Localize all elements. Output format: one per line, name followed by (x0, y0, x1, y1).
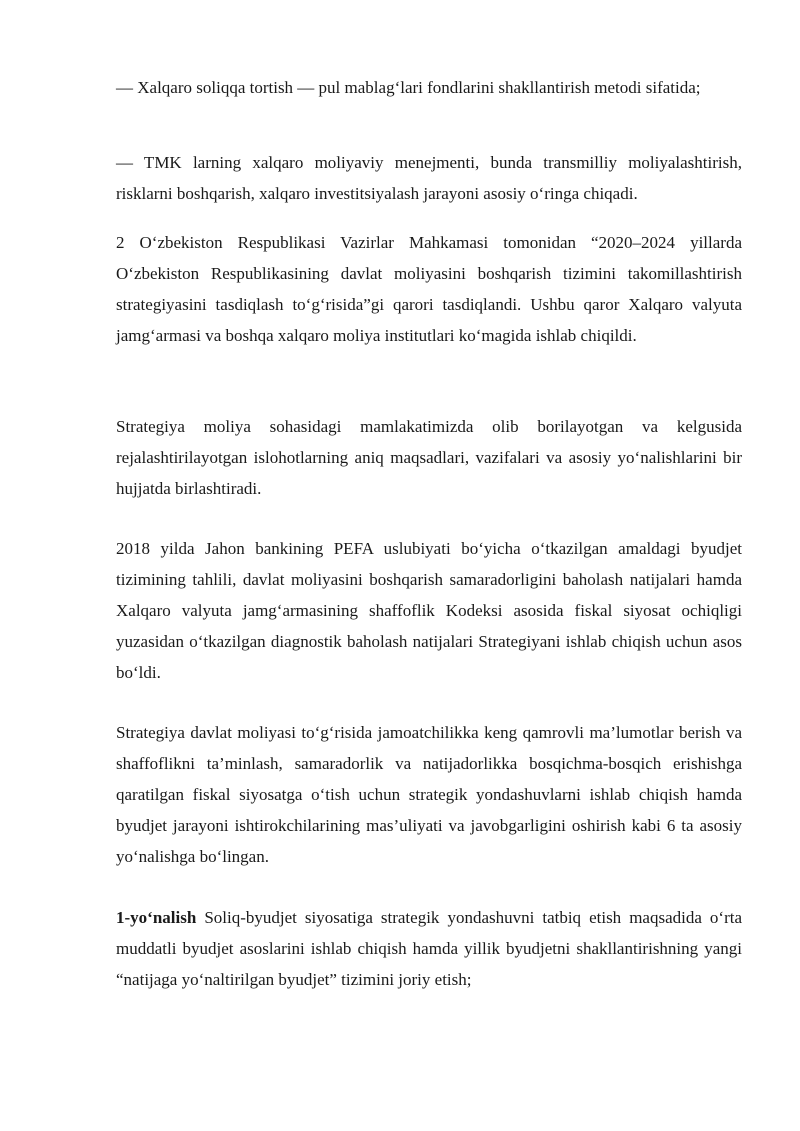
paragraph-strategy-directions: Strategiya davlat moliyasi to‘g‘risida jamoatchilikka keng qamrovli ma’lumotlar berish va shaffoflikni ta’minlash, samaradorlik va natijadorlikka bosqichma-bosqich erishishga qaratilgan fiskal siyosatga o‘tish uchun strategik yondashuvlarni ishlab chiqish hamda byudjet jarayoni ishtirokchilarining mas’uliyati va javobgarligini oshirish kabi 6 ta asosiy yo‘nalishga bo‘lingan. (116, 723, 742, 866)
direction-label: 1-yo‘nalish (116, 908, 197, 927)
paragraph-pefa-assessment: 2018 yilda Jahon bankining PEFA uslubiyati bo‘yicha o‘tkazilgan amaldagi byudjet tizimining tahlili, davlat moliyasini boshqarish samaradorligini baholash natijalari hamda Xalqaro valyuta jamg‘armasining shaffoflik Kodeksi asosida fiskal siyosat ochiqligi yuzasidan o‘tkazilgan diagnostik baholash natijalari Strategiyani ishlab chiqish uchun asos bo‘ldi. (116, 539, 742, 682)
direction-text: Soliq-byudjet siyosatiga strategik yondashuvni tatbiq etish maqsadida o‘rta muddatli byudjet asoslarini ishlab chiqish hamda yillik byudjetni shakllantirishning yangi “natijaga yo‘naltirilgan byudjet” tizimini joriy etish; (116, 908, 742, 989)
paragraph-tnc-financial-management: — TMK larning xalqaro moliyaviy menejmenti, bunda transmilliy moliyalashtirish, risklarni boshqarish, xalqaro investitsiyalash jarayoni asosiy o‘ringa chiqadi. (116, 153, 742, 203)
paragraph-international-taxation: — Xalqaro soliqqa tortish — pul mablag‘lari fondlarini shakllantirish metodi sifatida; (116, 78, 701, 97)
paragraph-strategy-goals: Strategiya moliya sohasidagi mamlakatimizda olib borilayotgan va kelgusida rejalashtirilayotgan islohotlarning aniq maqsadlari, vazifalari va asosiy yo‘nalishlarini bir hujjatda birlashtiradi. (116, 417, 742, 498)
paragraph-direction-1 (116, 902, 742, 995)
paragraph-cabinet-resolution: 2 O‘zbekiston Respublikasi Vazirlar Mahkamasi tomonidan “2020–2024 yillarda O‘zbekiston Respublikasining davlat moliyasini boshqarish tizimini takomillashtirish strategiyasini tasdiqlash to‘g‘risida”gi qarori tasdiqlandi. Ushbu qaror Xalqaro valyuta jamg‘armasi va boshqa xalqaro moliya institutlari ko‘magida ishlab chiqildi. (116, 233, 742, 345)
